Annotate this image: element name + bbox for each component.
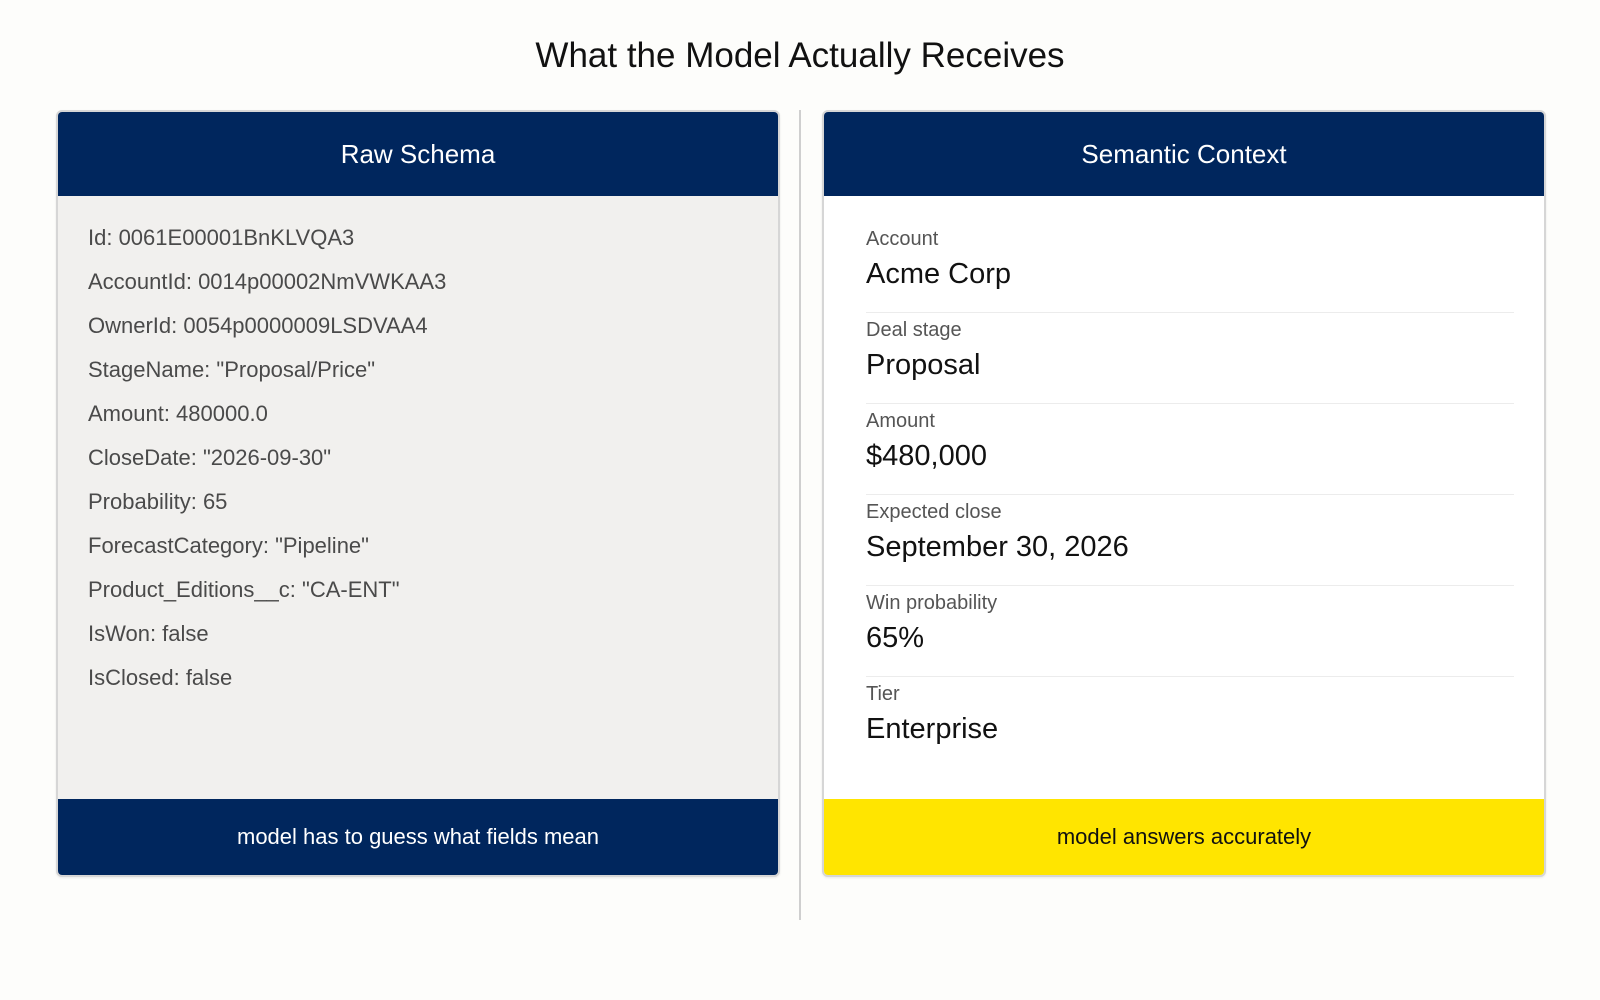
panel-divider <box>799 110 801 920</box>
semantic-field-value: Enterprise <box>866 713 999 745</box>
semantic-field-win-probability <box>866 586 1514 677</box>
raw-field: Product_Editions__c: "CA-ENT" <box>88 577 400 602</box>
raw-field: StageName: "Proposal/Price" <box>88 357 376 382</box>
raw-field: OwnerId: 0054p0000009LSDVAA4 <box>88 313 428 338</box>
semantic-field-value: $480,000 <box>866 440 987 472</box>
semantic-context-footer: model answers accurately <box>824 799 1544 875</box>
raw-field: Probability: 65 <box>88 489 228 514</box>
semantic-field-deal-stage <box>866 313 1514 404</box>
raw-field: IsWon: false <box>88 621 209 646</box>
semantic-field-account <box>866 222 1514 313</box>
semantic-field-tier <box>866 677 1514 768</box>
raw-schema-header: Raw Schema <box>58 112 778 196</box>
semantic-field-expected-close <box>866 495 1514 586</box>
raw-field: IsClosed: false <box>88 665 233 690</box>
raw-field-list <box>58 196 778 700</box>
semantic-field-value: 65% <box>866 622 925 654</box>
semantic-field-amount <box>866 404 1514 495</box>
semantic-field-label: Expected close <box>866 501 1002 523</box>
page-title: What the Model Actually Receives <box>535 36 1065 75</box>
semantic-context-header: Semantic Context <box>824 112 1544 196</box>
semantic-field-label: Win probability <box>866 592 998 614</box>
semantic-field-value: September 30, 2026 <box>866 531 1129 563</box>
semantic-field-value: Acme Corp <box>866 258 1012 290</box>
raw-field: ForecastCategory: "Pipeline" <box>88 533 369 558</box>
semantic-field-label: Amount <box>866 410 935 432</box>
raw-schema-panel <box>56 110 780 877</box>
raw-field: Amount: 480000.0 <box>88 401 268 426</box>
raw-field: CloseDate: "2026-09-30" <box>88 445 332 470</box>
semantic-field-label: Tier <box>866 683 900 705</box>
raw-schema-footer: model has to guess what fields mean <box>58 799 778 875</box>
semantic-context-panel <box>822 110 1546 877</box>
semantic-field-list <box>824 196 1544 768</box>
semantic-field-label: Deal stage <box>866 319 962 341</box>
semantic-field-label: Account <box>866 228 939 250</box>
raw-field: AccountId: 0014p00002NmVWKAA3 <box>88 269 447 294</box>
raw-field: Id: 0061E00001BnKLVQA3 <box>88 225 355 250</box>
semantic-field-value: Proposal <box>866 349 981 381</box>
